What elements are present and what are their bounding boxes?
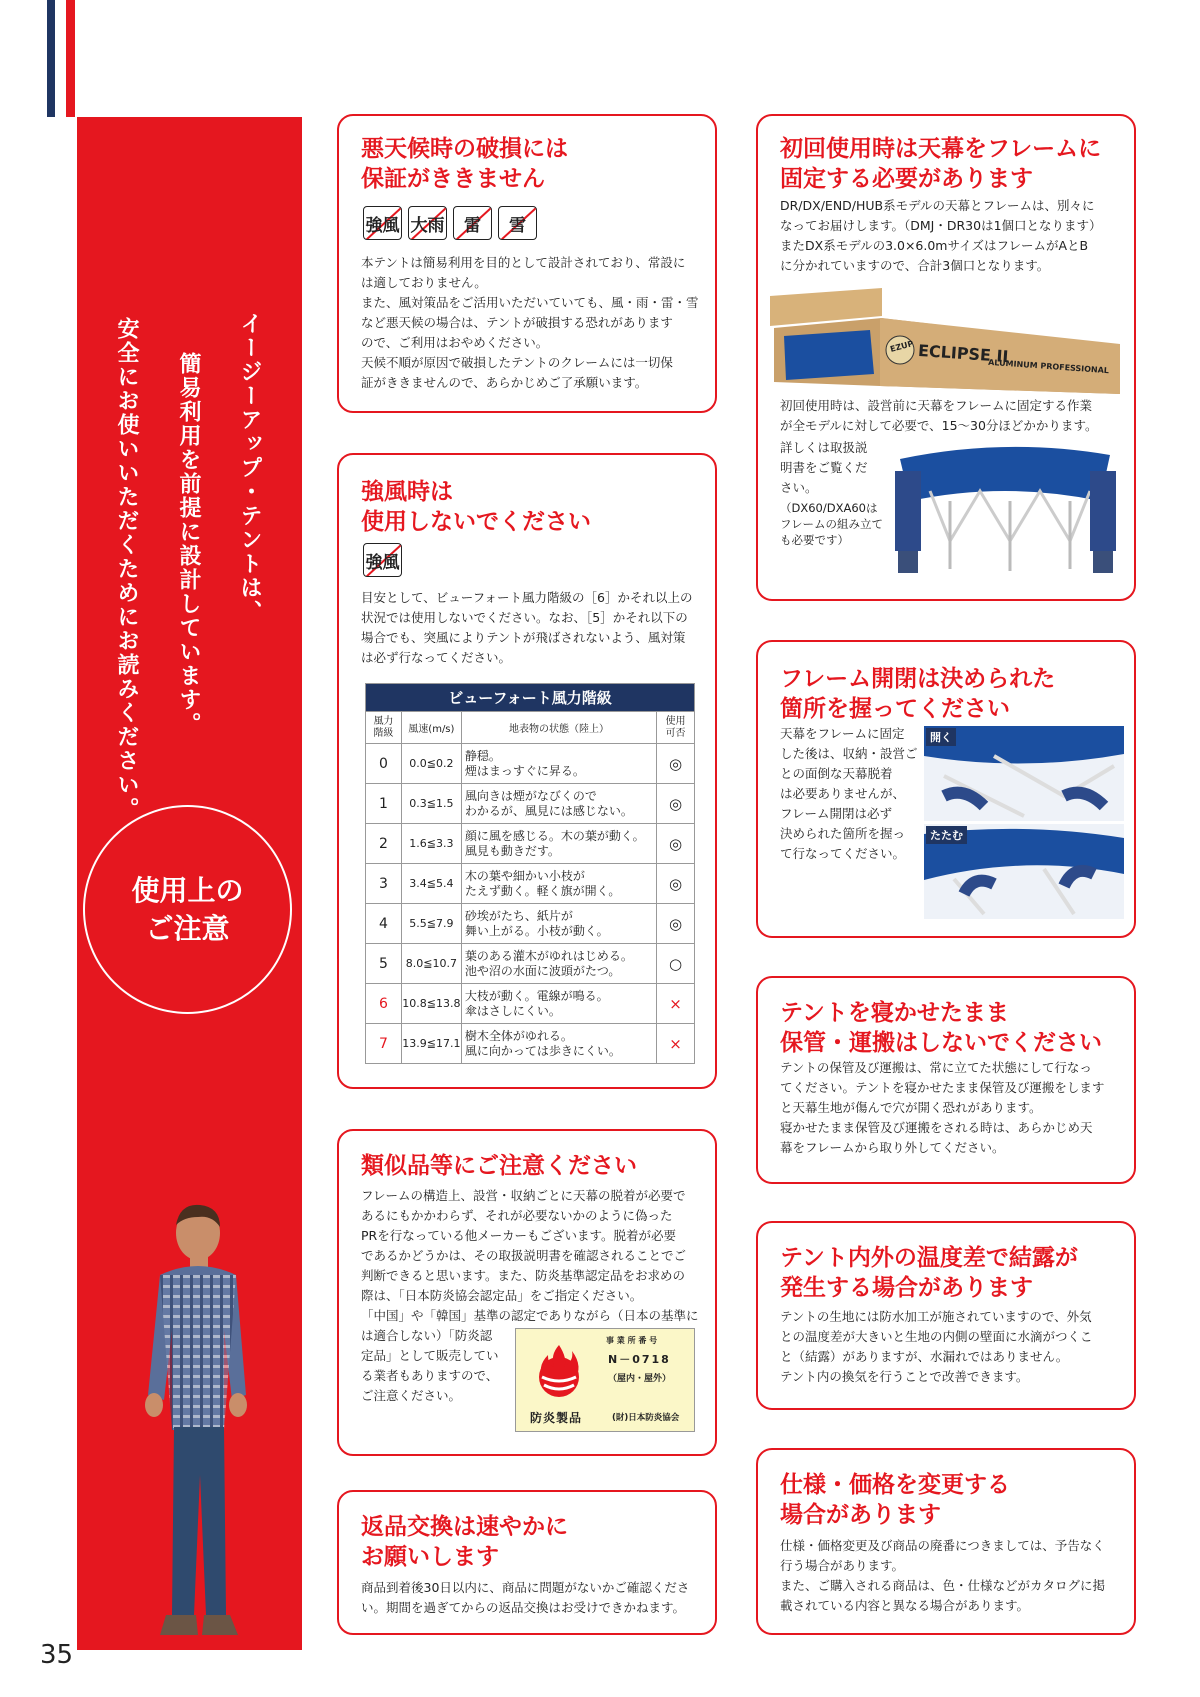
card-title: 悪天候時の破損には 保証がききません <box>361 136 568 192</box>
flame-logo-icon <box>528 1339 590 1401</box>
usable-mark: ○ <box>657 944 695 984</box>
usable-mark: ◎ <box>657 904 695 944</box>
level: 7 <box>366 1024 402 1064</box>
badge-thunder: 雷 <box>453 206 492 240</box>
level: 1 <box>366 784 402 824</box>
level: 3 <box>366 864 402 904</box>
tent-setup-image <box>890 441 1120 576</box>
card-body: 商品到着後30日以内に、商品に問題がないかご確認くださ い。期間を過ぎてからの返品交換はお受けできかねます。 <box>361 1580 690 1615</box>
card-title: テント内外の温度差で結露が 発生する場合があります <box>780 1245 1078 1301</box>
usable-mark: ◎ <box>657 864 695 904</box>
card-similar-products <box>337 1129 717 1456</box>
card-body: 仕様・価格変更及び商品の廃番につきましては、予告なく 行う場合があります。 また、ご購入される商品は、色・仕様などがカタログに掲 載されている内容と異なる場合があります。 <box>780 1538 1106 1613</box>
wind-speed: 1.6≦3.3 <box>401 824 461 864</box>
usable-mark: ◎ <box>657 784 695 824</box>
level: 6 <box>366 984 402 1024</box>
table-title: ビューフォート風力階級 <box>366 684 695 712</box>
wind-speed: 0.0≦0.2 <box>401 744 461 784</box>
card-body-3: 詳しくは取扱説 明書をご覧くだ さい。 <box>780 440 868 495</box>
office-number: N－0718 <box>608 1353 671 1366</box>
col-header-usable: 使用 可否 <box>657 712 695 744</box>
card-first-use <box>756 114 1136 601</box>
usable-mark: × <box>657 1024 695 1064</box>
ground-state: 樹木全体がゆれる。 風に向かっては歩きにくい。 <box>461 1024 656 1064</box>
wind-speed: 3.4≦5.4 <box>401 864 461 904</box>
table-row <box>366 904 695 944</box>
office-number-label: 事 業 所 番 号 <box>606 1336 658 1345</box>
usable-mark: ◎ <box>657 824 695 864</box>
level: 4 <box>366 904 402 944</box>
ground-state: 葉のある灌木がゆれはじめる。 池や沼の水面に波頭がたつ。 <box>461 944 656 984</box>
card-title: テントを寝かせたまま 保管・運搬はしないでください <box>780 1000 1102 1056</box>
level: 2 <box>366 824 402 864</box>
product-type: 防炎製品 <box>530 1411 583 1425</box>
sidebar-line-3: 安全にお使いいただくためにお読みください。 <box>114 317 139 821</box>
table-row <box>366 944 695 984</box>
badge-heavy-rain: 大雨 <box>408 206 447 240</box>
box-brand: ECLIPSE II <box>917 340 1010 367</box>
wind-speed: 5.5≦7.9 <box>401 904 461 944</box>
wind-speed: 8.0≦10.7 <box>401 944 461 984</box>
col-header-level: 風力 階級 <box>366 712 402 744</box>
card-body: テントの生地には防水加工が施されていますので、外気 との温度差が大きいと生地の内側の壁面に水滴がつくこ と（結露）がありますが、水漏れではありません。 テント内の換気を行うことで改善できます。 <box>780 1309 1093 1384</box>
card-body-2: 初回使用時は、設営前に天幕をフレームに固定する作業 が全モデルに対して必要で、15～30分ほどかかります。 <box>780 398 1098 433</box>
card-body: テントの保管及び運搬は、常に立てた状態にして行なっ てください。テントを寝かせたまま保管及び運搬をします と天幕生地が傷んで穴が開く恐れがあります。 寝かせたまま保管及び運搬をされる時は、あらかじめ天 幕をフレームから取り外してください。 <box>780 1060 1105 1155</box>
usage-place: （屋内・屋外） <box>608 1374 672 1384</box>
table-row <box>366 784 695 824</box>
section-title-circle <box>83 805 292 1014</box>
card-body: 目安として、ビューフォート風力階級の［6］かそれ以上の 状況では使用しないでください。なお、［5］かそれ以下の 場合でも、突風によりテントが飛ばされないよう、風対策 は必ず行なってください。 <box>361 590 693 665</box>
ground-state: 静穏。 煙はまっすぐに昇る。 <box>461 744 656 784</box>
eclipse-box-image <box>770 286 1120 396</box>
flameproof-label <box>515 1328 695 1432</box>
col-header-state: 地表物の状態（陸上） <box>461 712 656 744</box>
card-title: フレーム開閉は決められた 箇所を握ってください <box>780 666 1056 722</box>
card-returns <box>337 1490 717 1635</box>
label-open: 開く <box>926 728 956 746</box>
card-body: 天幕をフレームに固定 した後は、収納・設営ご との面倒な天幕脱着 は必要ありませんが、 フレーム開閉は必ず 決められた箇所を握っ て行なってください。 <box>780 726 918 861</box>
man-standing-image <box>120 1195 270 1645</box>
badge-strong-wind: 強風 <box>363 543 402 577</box>
card-body: 本テントは簡易利用を目的として設計されており、常設に は適しておりません。 また、風対策品をご活用いただいていても、風・雨・雷・雪 など悪天候の場合は、テントが破損する恐れがあります ので、ご利用はおやめください。 天候不順が原因で破損したテントのクレームには一切保 証がききませんので、あらかじめご了承願います。 <box>361 255 699 390</box>
section-title: 使用上の ご注意 <box>131 873 244 945</box>
card-title: 仕様・価格を変更する 場合があります <box>780 1472 1010 1528</box>
card-title: 初回使用時は天幕をフレームに 固定する必要があります <box>780 136 1102 192</box>
top-stripe-red <box>66 0 75 117</box>
card-title: 返品交換は速やかに お願いします <box>361 1514 568 1570</box>
ground-state: 風向きは煙がなびくので わかるが、風見には感じない。 <box>461 784 656 824</box>
card-condensation <box>756 1221 1136 1410</box>
ground-state: 砂埃がたち、紙片が 舞い上がる。小枝が動く。 <box>461 904 656 944</box>
card-body-continued: は適合しない）「防炎認 定品」として販売してい る業者もありますので、 ご注意ください。 <box>361 1328 499 1403</box>
card-damage-warranty <box>337 114 717 413</box>
box-logo: EZUP <box>889 339 915 354</box>
wind-speed: 10.8≦13.8 <box>401 984 461 1024</box>
table-row <box>366 824 695 864</box>
usable-mark: ◎ <box>657 744 695 784</box>
wind-speed: 13.9≦17.1 <box>401 1024 461 1064</box>
table-row <box>366 744 695 784</box>
badge-snow: 雪 <box>498 206 537 240</box>
card-note: （DX60/DXA60は フレームの組み立て も必要です） <box>780 501 884 547</box>
card-body: フレームの構造上、設営・収納ごとに天幕の脱着が必要で あるにもかかわらず、それが必要ないかのように偽った PRを行なっている他メーカーもございます。脱着が必要 であるかどうかは、その取扱説明書を確認されることでご 判断できると思います。また、防炎基準認定品をお求めの 際は、「日本防炎協会認定品」をご指定ください。 「中国」や「韓国」基準の認定でありながら（日本の基準に <box>361 1188 699 1323</box>
card-title: 強風時は 使用しないでください <box>361 479 591 535</box>
card-spec-change <box>756 1448 1136 1635</box>
usable-mark: × <box>657 984 695 1024</box>
card-frame-handling <box>756 640 1136 938</box>
page-number: 35 <box>40 1640 74 1670</box>
level: 0 <box>366 744 402 784</box>
top-stripe-navy <box>47 0 55 117</box>
ground-state: 木の葉や細かい小枝が たえず動く。軽く旗が開く。 <box>461 864 656 904</box>
sidebar-line-1: イージーアップ・テントは、 <box>237 312 262 624</box>
table-row <box>366 864 695 904</box>
level: 5 <box>366 944 402 984</box>
card-title: 類似品等にご注意ください <box>361 1153 637 1179</box>
table-row <box>366 1024 695 1064</box>
col-header-speed: 風速(m/s) <box>401 712 461 744</box>
sidebar-line-2: 簡易利用を前提に設計しています。 <box>176 352 201 736</box>
badge-strong-wind: 強風 <box>363 206 402 240</box>
box-subtitle: ALUMINUM PROFESSIONAL <box>987 357 1110 376</box>
card-body: DR/DX/END/HUB系モデルの天幕とフレームは、別々に なってお届けします。（DMJ・DR30は1個口となります） またDX系モデルの3.0×6.0mサイズはフレームがAとB に分かれていますので、合計3個口となります。 <box>780 198 1102 273</box>
label-fold: たたむ <box>926 826 967 844</box>
wind-speed: 0.3≦1.5 <box>401 784 461 824</box>
ground-state: 大枝が動く。電線が鳴る。 傘はさしにくい。 <box>461 984 656 1024</box>
ground-state: 顔に風を感じる。木の葉が動く。 風見も動きだす。 <box>461 824 656 864</box>
table-row <box>366 984 695 1024</box>
association-name: (財)日本防炎協会 <box>612 1413 680 1423</box>
card-no-lying-storage <box>756 976 1136 1184</box>
beaufort-scale-table <box>365 683 695 1064</box>
